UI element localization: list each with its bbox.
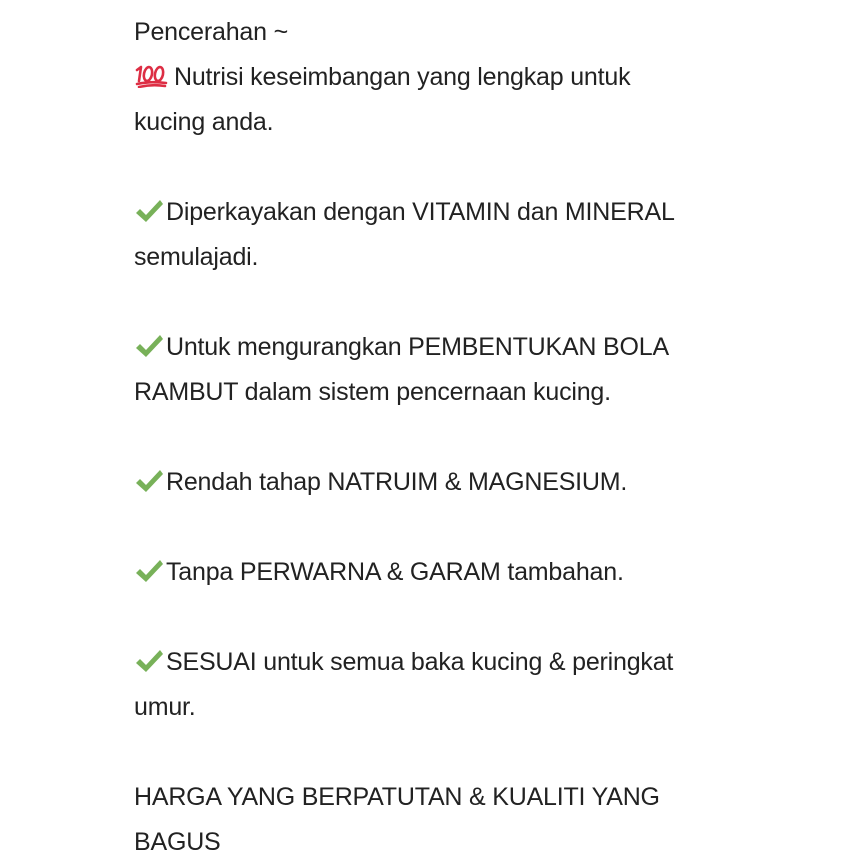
benefit-text: Untuk mengurangkan PEMBENTUKAN BOLA — [166, 333, 669, 361]
product-description — [134, 10, 734, 865]
benefit-text: Diperkayakan dengan VITAMIN dan MINERAL — [166, 198, 675, 226]
spacer — [134, 145, 734, 190]
benefit-item-continued: semulajadi. — [134, 243, 259, 271]
spacer — [134, 595, 734, 640]
benefit-item-continued: umur. — [134, 693, 196, 721]
spacer — [134, 415, 734, 460]
spacer — [134, 730, 734, 775]
check-mark-icon — [134, 648, 164, 674]
benefit-text: SESUAI untuk semua baka kucing & peringkat — [166, 648, 674, 676]
benefit-item — [134, 325, 734, 370]
check-mark-icon — [134, 468, 164, 494]
check-mark-icon — [134, 558, 164, 584]
intro-heading: Pencerahan ~ — [134, 18, 288, 46]
benefit-item — [134, 550, 734, 595]
check-mark-icon — [134, 333, 164, 359]
spacer — [134, 280, 734, 325]
closing-line: HARGA YANG BERPATUTAN & KUALITI YANG — [134, 783, 660, 811]
intro-line-continued: kucing anda. — [134, 108, 274, 136]
spacer — [134, 505, 734, 550]
check-mark-icon — [134, 198, 164, 224]
benefit-item — [134, 640, 734, 685]
benefit-item — [134, 460, 734, 505]
intro-line-text: Nutrisi keseimbangan yang lengkap untuk — [174, 63, 631, 91]
hundred-points-icon — [134, 62, 168, 88]
closing-line-continued: BAGUS — [134, 828, 221, 856]
benefit-item — [134, 190, 734, 235]
intro-line — [134, 55, 734, 100]
benefit-text: Tanpa PERWARNA & GARAM tambahan. — [166, 558, 624, 586]
benefit-item-continued: RAMBUT dalam sistem pencernaan kucing. — [134, 378, 611, 406]
benefit-text: Rendah tahap NATRUIM & MAGNESIUM. — [166, 468, 628, 496]
